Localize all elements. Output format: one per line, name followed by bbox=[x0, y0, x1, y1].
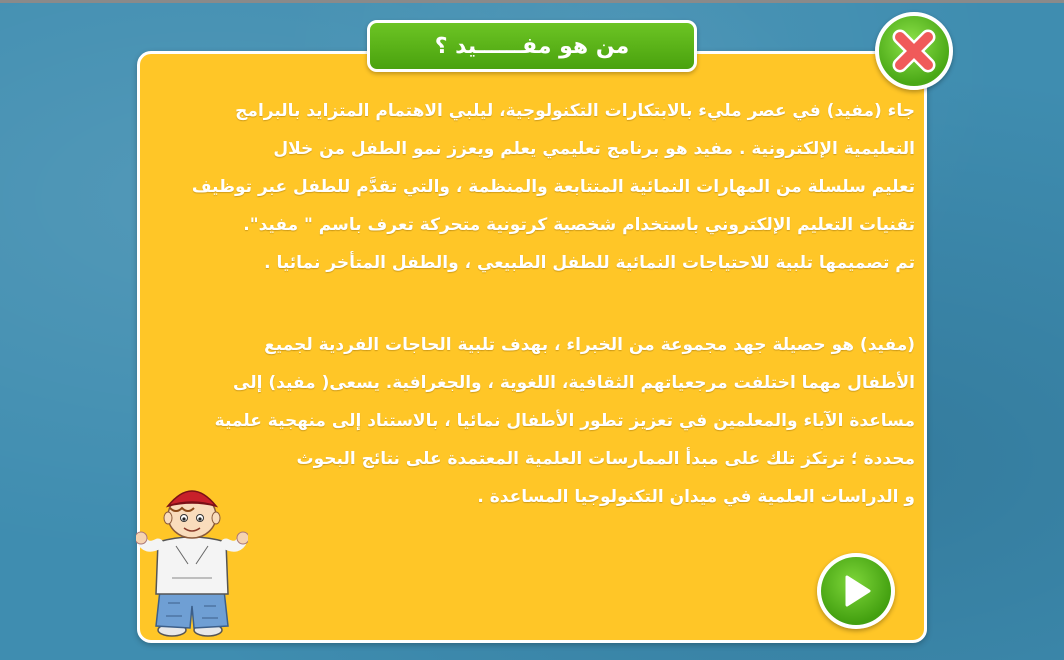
mufeed-character-icon bbox=[136, 478, 248, 640]
paragraph-1-line: التعليمية الإلكترونية . مفيد هو برنامج تعليمي يعلم ويعزز نمو الطفل من خلال bbox=[273, 139, 915, 159]
play-icon bbox=[838, 573, 874, 609]
dialog-body bbox=[150, 92, 915, 516]
dialog-title: من هو مفــــــيد ؟ bbox=[434, 33, 630, 59]
top-strip bbox=[0, 0, 1064, 3]
paragraph-1-line: تعليم سلسلة من المهارات النمائية المتتابعة والمنظمة ، والتي تقدَّم للطفل عبر توظيف bbox=[191, 177, 915, 197]
paragraph-2-line: و الدراسات العلمية في ميدان التكنولوجيا المساعدة . bbox=[477, 487, 915, 507]
paragraph-1-line: تم تصميمها تلبية للاحتياجات النمائية للطفل الطبيعي ، والطفل المتأخر نمائيا . bbox=[264, 253, 915, 273]
paragraph-1-line: تقنيات التعليم الإلكتروني باستخدام شخصية كرتونية متحركة تعرف باسم " مفيد". bbox=[243, 215, 915, 235]
close-x-icon bbox=[892, 29, 936, 73]
paragraph-1-line: جاء (مفيد) في عصر مليء بالابتكارات التكنولوجية، ليلبي الاهتمام المتزايد بالبرامج bbox=[235, 101, 915, 121]
close-button[interactable] bbox=[875, 12, 953, 90]
paragraph-2-line: الأطفال مهما اختلفت مرجعياتهم الثقافية، اللغوية ، والجغرافية. يسعى( مفيد) إلى bbox=[233, 373, 915, 393]
paragraph-2-line: محددة ؛ ترتكز تلك على مبدأ الممارسات العلمية المعتمدة على نتائج البحوث bbox=[296, 449, 915, 469]
paragraph-2-line: (مفيد) هو حصيلة جهد مجموعة من الخبراء ، بهدف تلبية الحاجات الفردية لجميع bbox=[264, 335, 915, 355]
paragraph-2-line: مساعدة الآباء والمعلمين في تعزيز تطور الأطفال نمائيا ، بالاستناد إلى منهجية علمية bbox=[214, 411, 915, 431]
title-bar bbox=[367, 20, 697, 72]
mufeed-character bbox=[136, 478, 248, 640]
play-button[interactable] bbox=[817, 553, 895, 629]
